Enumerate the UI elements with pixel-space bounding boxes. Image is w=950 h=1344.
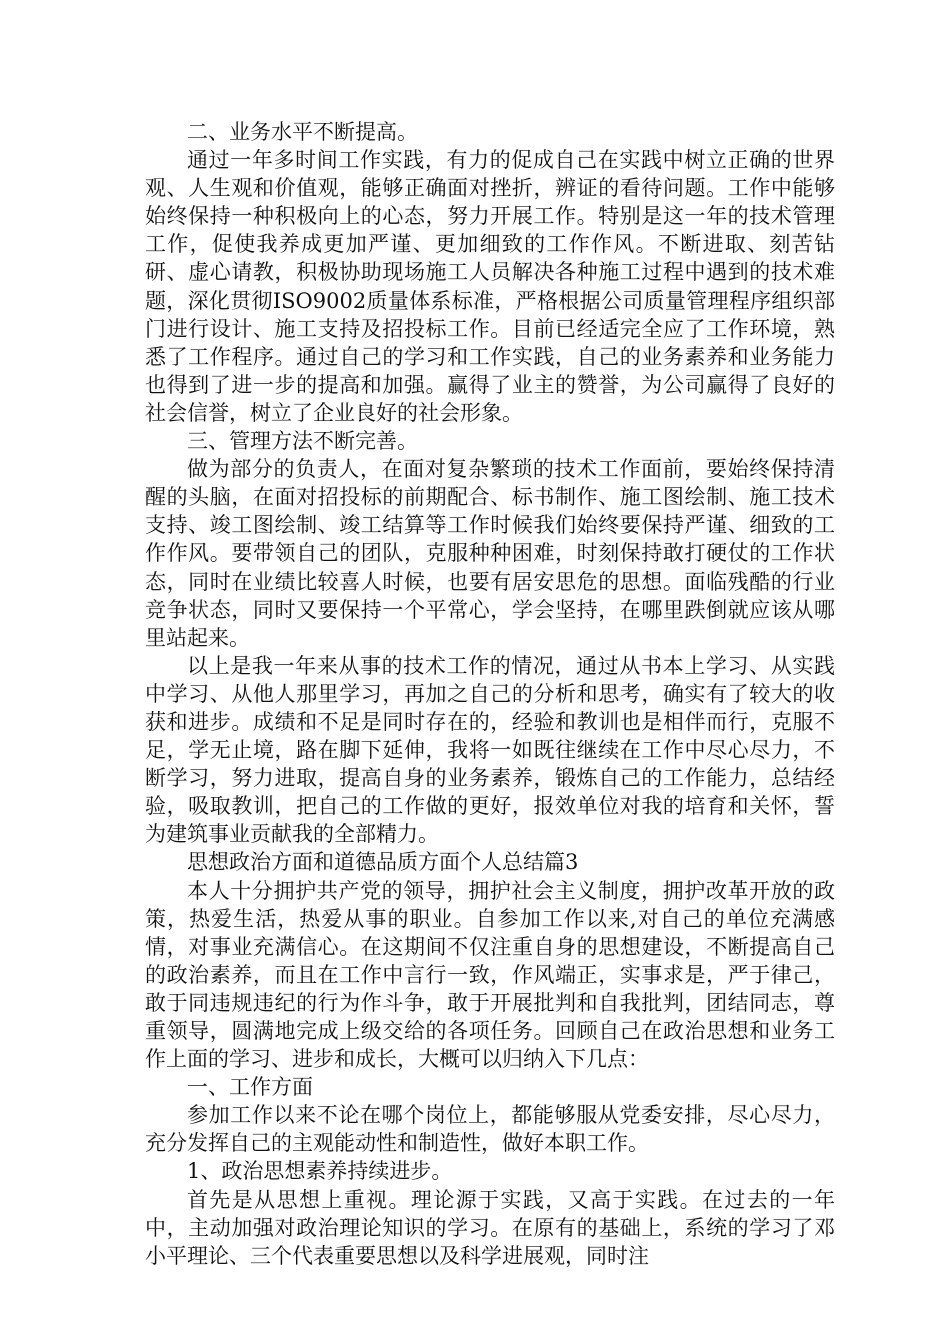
section-heading-business: 二、业务水平不断提高。 <box>187 120 418 144</box>
paragraph-political-study: 首先是从思想上重视。理论源于实践，又高于实践。在过去的一年中，主动加强对政治理论知识的学习。在原有的基础上，系统的学习了邓小平理论、三个代表重要思想以及科学进展观，同时注 <box>145 1187 835 1268</box>
section-heading-management: 三、管理方法不断完善。 <box>187 429 418 454</box>
section-heading-work: 一、工作方面 <box>187 1075 313 1100</box>
paragraph-business-level: 通过一年多时间工作实践，有力的促成自己在实践中树立正确的世界观、人生观和价值观，能够正确面对挫折，辨证的看待问题。工作中能够始终保持一种积极向上的心态，努力开展工作。特别是这一年的技术管理工作，促使我养成更加严谨、更加细致的工作作风。不断进取、刻苦钻研、虚心请教，积极协助现场施工人员解决各种施工过程中遇到的技术难题，深化贯彻ISO9002质量体系标准，严格根据公司质量管理程序组织部门进行设计、施工支持及招投标工作。目前已经适完全应了工作环境，熟悉了工作程序。通过自己的学习和工作实践，自己的业务素养和业务能力也得到了进一步的提高和加强。赢得了业主的赞誉，为公司赢得了良好的社会信誉，树立了企业良好的社会形象。 <box>145 148 835 425</box>
paragraph-political-intro: 本人十分拥护共产党的领导，拥护社会主义制度，拥护改革开放的政策，热爱生活，热爱从事的职业。自参加工作以来,对自己的单位充满感情，对事业充满信心。在这期间不仅注重自身的思想建设，不断提高自己的政治素养，而且在工作中言行一致，作风端正，实事求是，严于律己，敢于同违规违纪的行为作斗争，敢于开展批判和自我批判，团结同志，尊重领导，圆满地完成上级交给的各项任务。回顾自己在政治思想和业务工作上面的学习、进步和成长，大概可以归纳入下几点： <box>145 878 835 1072</box>
article-title: 思想政治方面和道德品质方面个人总结篇3 <box>187 850 579 875</box>
document-page <box>145 118 835 1270</box>
paragraph-conclusion: 以上是我一年来从事的技术工作的情况，通过从书本上学习、从实践中学习、从他人那里学习，再加之自己的分析和思考，确实有了较大的收获和进步。成绩和不足是同时存在的，经验和教训也是相伴而行，克服不足，学无止境，路在脚下延伸，我将一如既往继续在工作中尽心尽力，不断学习，努力进取，提高自身的业务素养，锻炼自己的工作能力，总结经验，吸取教训，把自己的工作做的更好，报效单位对我的培育和关怀，誓为建筑事业贡献我的全部精力。 <box>145 653 835 847</box>
paragraph-work: 参加工作以来不论在哪个岗位上，都能够服从党委安排，尽心尽力，充分发挥自己的主观能动性和制造性，做好本职工作。 <box>145 1103 835 1156</box>
subsection-heading-political: 1、政治思想素养持续进步。 <box>187 1159 453 1184</box>
paragraph-management: 做为部分的负责人，在面对复杂繁琐的技术工作面前，要始终保持清醒的头脑，在面对招投标的前期配合、标书制作、施工图绘制、施工技术支持、竣工图绘制、竣工结算等工作时候我们始终要保持严谨、细致的工作作风。要带领自己的团队，克服种种困难，时刻保持敢打硬仗的工作状态，同时在业绩比较喜人时候，也要有居安思危的思想。面临残酷的行业竞争状态，同时又要保持一个平常心，学会坚持，在哪里跌倒就应该从哪里站起来。 <box>145 457 835 650</box>
